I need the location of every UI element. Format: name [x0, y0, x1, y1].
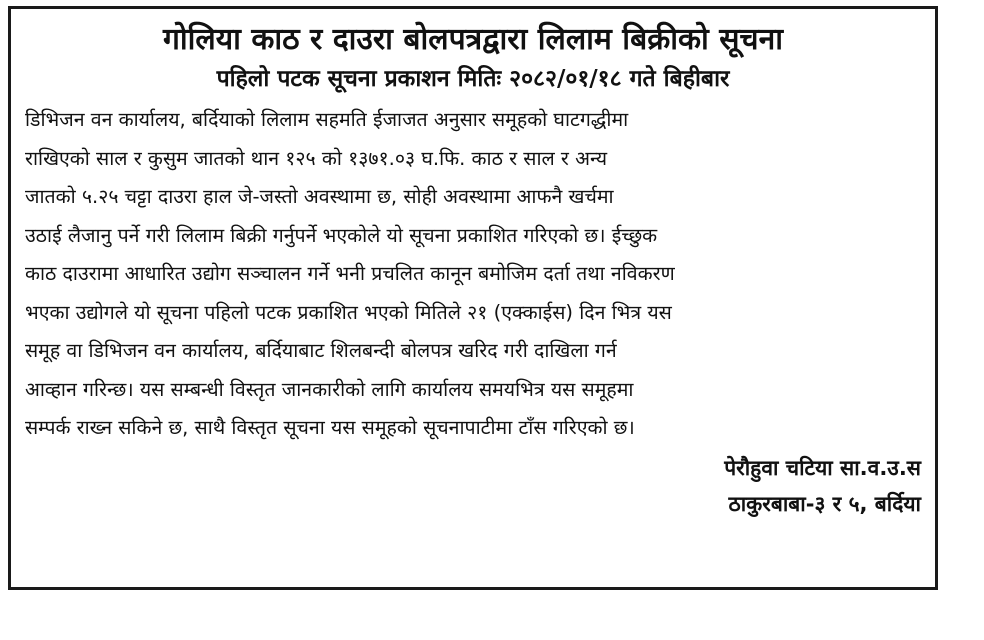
body-line: डिभिजन वन कार्यालय, बर्दियाको लिलाम सहमति ईजाजत अनुसार समूहको घाटगद्धीमा — [25, 108, 629, 131]
notice-title: गोलिया काठ र दाउरा बोलपत्रद्वारा लिलाम बिक्रीको सूचना — [162, 22, 784, 57]
body-line: राखिएको साल र कुसुम जातको थान १२५ को १३७१.०३ घ.फि. काठ र साल र अन्य — [25, 146, 608, 170]
signature-block — [25, 450, 921, 522]
publication-date-line: पहिलो पटक सूचना प्रकाशन मितिः २०८२/०१/१८ गते बिहीबार — [216, 66, 730, 92]
body-line: उठाई लैजानु पर्ने गरी लिलाम बिक्री गर्नुपर्ने भएकोले यो सूचना प्रकाशित गरिएको छ। ईच्छुक — [25, 223, 658, 247]
body-line: आव्हान गरिन्छ। यस सम्बन्धी विस्तृत जानकारीको लागि कार्यालय समयभित्र यस समूहमा — [25, 377, 634, 401]
body-line: काठ दाउरामा आधारित उद्योग सञ्चालन गर्ने भनी प्रचलित कानून बमोजिम दर्ता तथा नविकरण — [25, 262, 675, 285]
notice-box — [8, 6, 938, 590]
signature-address: ठाकुरबाबा-३ र ५, बर्दिया — [728, 491, 921, 516]
body-line: भएका उद्योगले यो सूचना पहिलो पटक प्रकाशित भएको मितिले २१ (एक्काईस) दिन भित्र यस — [25, 300, 672, 324]
body-line: सम्पर्क राख्न सकिने छ, साथै विस्तृत सूचना यस समूहको सूचनापाटीमा टाँस गरिएको छ। — [25, 416, 635, 439]
signature-organization: पेरौहुवा चटिया सा.व.उ.स — [724, 455, 921, 480]
body-line: समूह वा डिभिजन वन कार्यालय, बर्दियाबाट शिलबन्दी बोलपत्र खरिद गरी दाखिला गर्न — [25, 339, 617, 362]
notice-body — [25, 101, 921, 448]
body-line: जातको ५.२५ चट्टा दाउरा हाल जे-जस्तो अवस्थामा छ, सोही अवस्थामा आफनै खर्चमा — [25, 185, 614, 208]
